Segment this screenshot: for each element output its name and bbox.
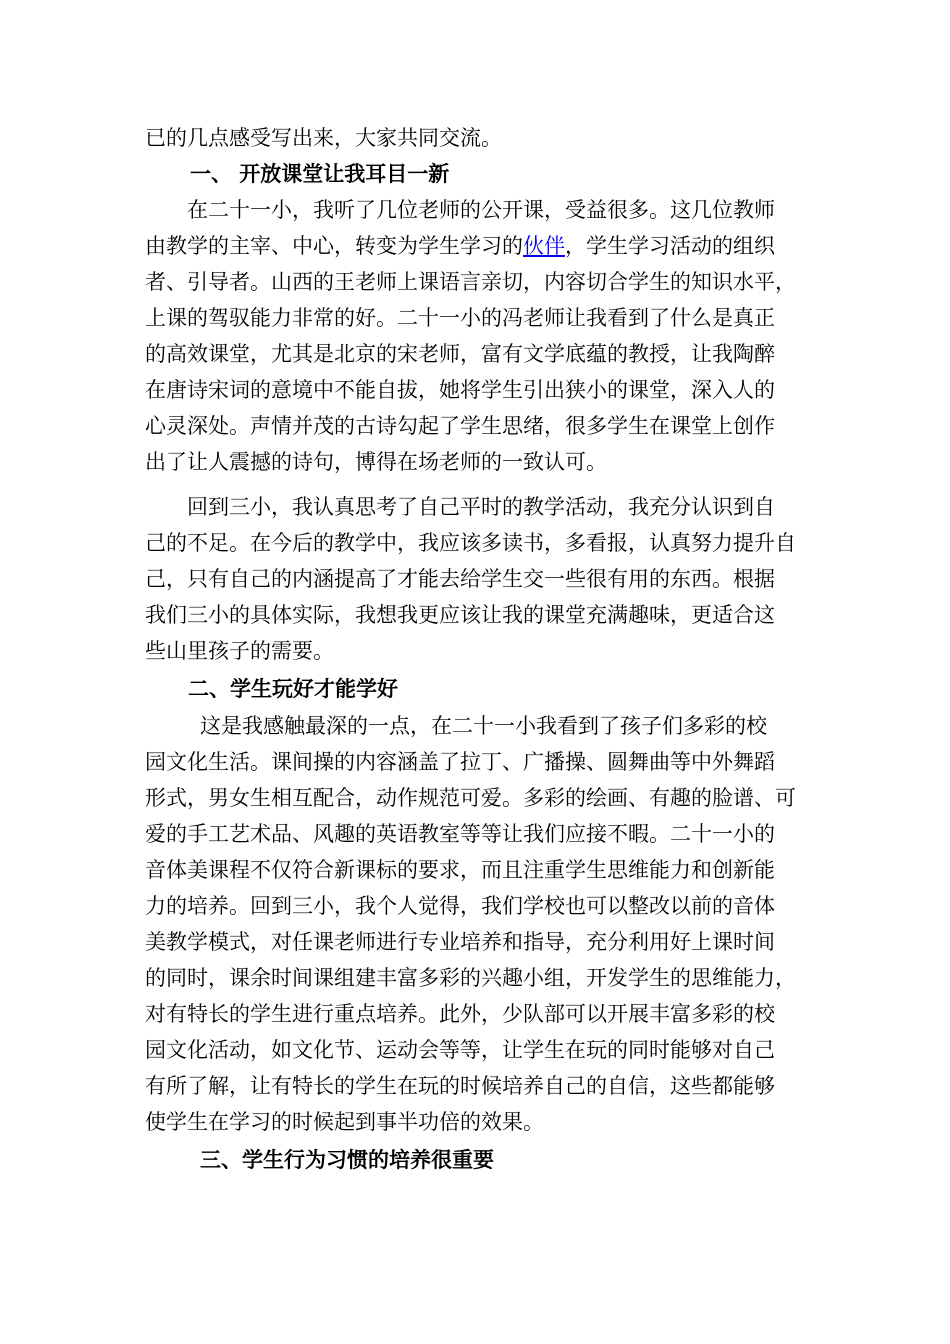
text-line: 美教学模式，对任课老师进行专业培养和指导，充分利用好上课时间 — [145, 930, 775, 954]
text-line: 己的不足。在今后的教学中，我应该多读书，多看报，认真努力提升自 — [145, 531, 796, 555]
text-line: 有所了解，让有特长的学生在玩的时候培养自己的自信，这些都能够 — [145, 1074, 775, 1098]
text-line: 音体美课程不仅符合新课标的要求，而且注重学生思维能力和创新能 — [145, 858, 775, 882]
text-line: 使学生在学习的时候起到事半功倍的效果。 — [145, 1110, 544, 1134]
text-line: 些山里孩子的需要。 — [145, 639, 334, 663]
text-line: 力的培养。回到三小，我个人觉得，我们学校也可以整改以前的音体 — [145, 894, 775, 918]
text-line: 爱的手工艺术品、风趣的英语教室等等让我们应接不暇。二十一小的 — [145, 822, 775, 846]
text-line: 园文化生活。课间操的内容涵盖了拉丁、广播操、圆舞曲等中外舞蹈 — [145, 750, 775, 774]
text-line — [145, 228, 825, 264]
text-line: 上课的驾驭能力非常的好。二十一小的冯老师让我看到了什么是真正 — [145, 306, 775, 330]
text-line: 在二十一小，我听了几位老师的公开课，受益很多。这几位教师 — [187, 198, 775, 222]
section-heading-3: 三、学生行为习惯的培养很重要 — [200, 1147, 494, 1172]
text-line: 这是我感触最深的一点，在二十一小我看到了孩子们多彩的校 — [200, 714, 767, 738]
text-line: 者、引导者。山西的王老师上课语言亲切，内容切合学生的知识水平， — [145, 270, 796, 294]
text-line: 出了让人震撼的诗句，博得在场老师的一致认可。 — [145, 450, 607, 474]
section-heading-1: 一、 开放课堂让我耳目一新 — [190, 161, 450, 186]
partner-link[interactable]: 伙伴 — [523, 234, 565, 258]
text-line: 在唐诗宋词的意境中不能自拔，她将学生引出狭小的课堂，深入人的 — [145, 378, 775, 402]
text-line: 的同时，课余时间课组建丰富多彩的兴趣小组，开发学生的思维能力， — [145, 966, 796, 990]
text-line: 形式，男女生相互配合，动作规范可爱。多彩的绘画、有趣的脸谱、可 — [145, 786, 796, 810]
text-segment: 由教学的主宰、中心，转变为学生学习的 — [145, 234, 523, 258]
text-line: 的高效课堂，尤其是北京的宋老师，富有文学底蕴的教授，让我陶醉 — [145, 342, 775, 366]
text-line: 已的几点感受写出来，大家共同交流。 — [145, 126, 502, 150]
text-line: 心灵深处。声情并茂的古诗勾起了学生思绪，很多学生在课堂上创作 — [145, 414, 775, 438]
text-line: 对有特长的学生进行重点培养。此外，少队部可以开展丰富多彩的校 — [145, 1002, 775, 1026]
text-line: 己，只有自己的内涵提高了才能去给学生交一些很有用的东西。根据 — [145, 567, 775, 591]
section-heading-2: 二、学生玩好才能学好 — [188, 676, 398, 701]
text-line: 我们三小的具体实际，我想我更应该让我的课堂充满趣味，更适合这 — [145, 603, 775, 627]
text-segment: ，学生学习活动的组织 — [565, 234, 775, 258]
text-line: 回到三小，我认真思考了自己平时的教学活动，我充分认识到自 — [187, 495, 775, 519]
text-line: 园文化活动，如文化节、运动会等等，让学生在玩的同时能够对自己 — [145, 1038, 775, 1062]
